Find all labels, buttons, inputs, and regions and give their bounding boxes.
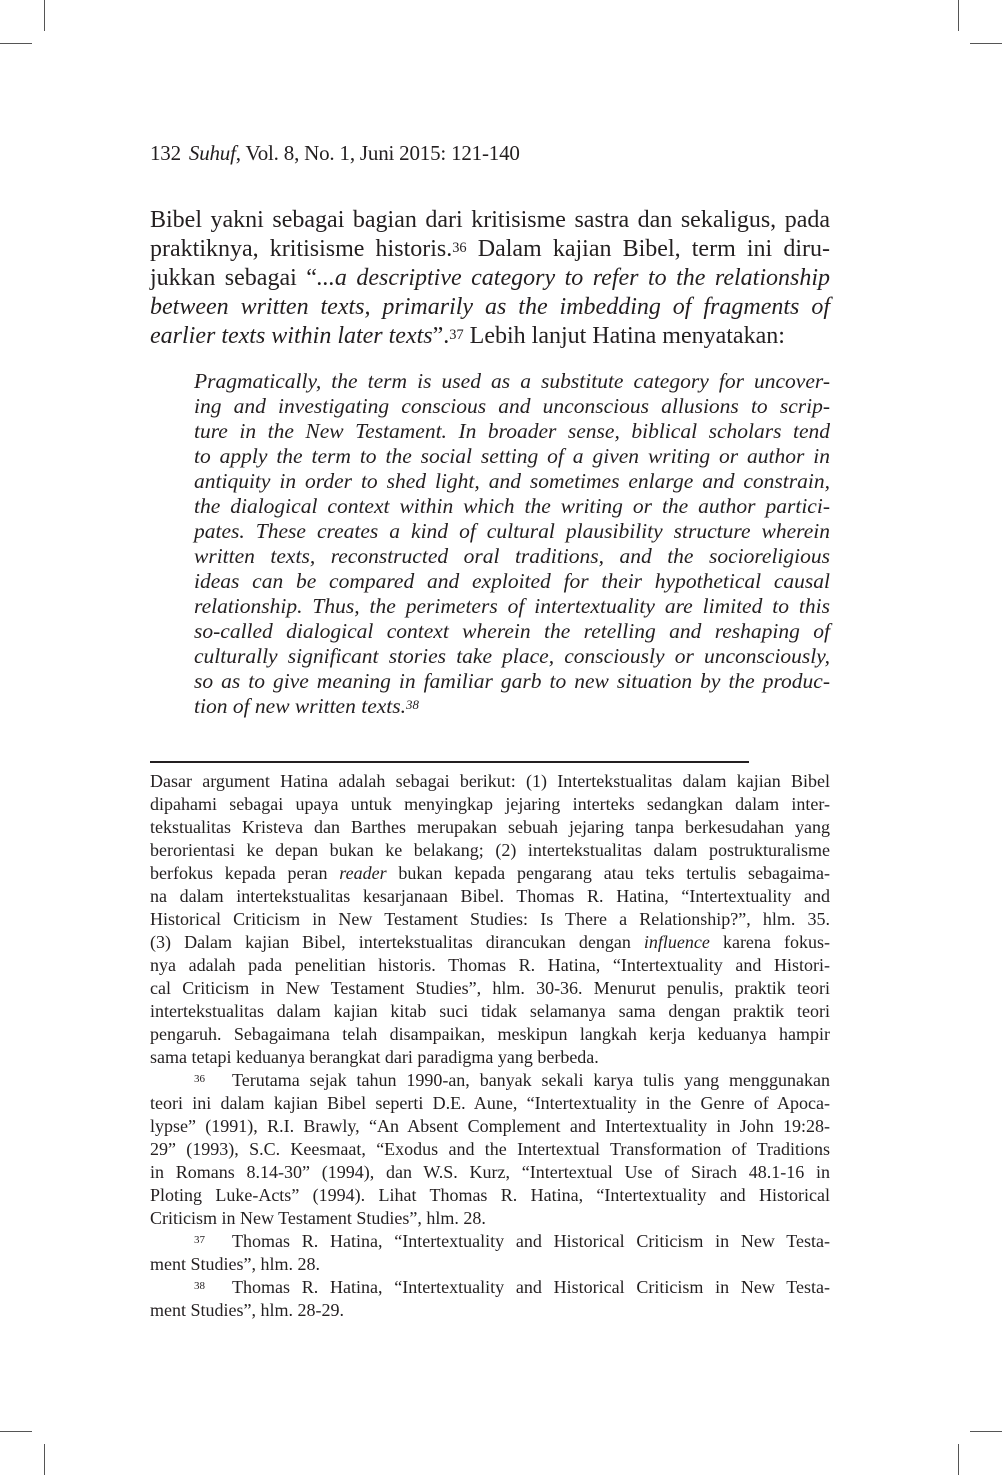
crop-mark-bottom-right	[958, 1444, 959, 1475]
quote-line: ing and investigating conscious and unconscious allusions to scrip-	[194, 394, 830, 418]
footnote-line: na dalam intertekstualitas kesarjanaan Bibel. Thomas R. Hatina, “Intertextuality and	[150, 886, 830, 906]
footnote-number: 37	[194, 1234, 205, 1246]
crop-mark-bottom-right	[970, 1431, 1002, 1432]
quote-line: culturally significant stories take place, consciously or unconsciously,	[194, 644, 830, 668]
footnote-line: nya adalah pada penelitian historis. Thomas R. Hatina, “Intertextuality and Histori-	[150, 955, 830, 975]
footnote-line: teori ini dalam kajian Bibel seperti D.E. Aune, “Intertextuality in the Genre of Apoca-	[150, 1093, 830, 1113]
footnote-line: ment Studies”, hlm. 28.	[150, 1254, 320, 1274]
footnote-line: 29” (1993), S.C. Keesmaat, “Exodus and the Intertextual Transformation of Traditions	[150, 1139, 830, 1159]
quote-line: relationship. Thus, the perimeters of intertextuality are limited to this	[194, 594, 830, 618]
body-line: jukkan sebagai “...a descriptive category to refer to the relationship	[150, 265, 830, 291]
quote-line: Pragmatically, the term is used as a substitute category for uncover-	[194, 369, 830, 393]
footnote-line: 38 Thomas R. Hatina, “Intertextuality and Historical Criticism in New Testa-	[194, 1277, 830, 1297]
footnote-line: Ploting Luke-Acts” (1994). Lihat Thomas R. Hatina, “Intertextuality and Historical	[150, 1185, 830, 1205]
page-number: 132	[150, 141, 181, 165]
quote-line: the dialogical context within which the writing or the author partici-	[194, 494, 830, 518]
footnote-ref[interactable]: 38	[406, 698, 419, 713]
crop-mark-top-right	[970, 43, 1002, 44]
footnote-line: in Romans 8.14-30” (1994), dan W.S. Kurz, “Intertextual Use of Sirach 48.1-16 in	[150, 1162, 830, 1182]
body-line: Bibel yakni sebagai bagian dari kritisisme sastra dan sekaligus, pada	[150, 207, 830, 233]
body-line: earlier texts within later texts”.$^{37}$ Lebih lanjut Hatina menyatakan:	[150, 323, 785, 349]
footnote-line: berfokus kepada peran reader bukan kepada pengarang atau teks tertulis sebagaima-	[150, 863, 830, 883]
body-line: between written texts, primarily as the imbedding of fragments of	[150, 294, 830, 320]
footnote-ref[interactable]: 37	[449, 326, 464, 343]
crop-mark-bottom-left	[44, 1444, 45, 1475]
running-header	[150, 141, 520, 166]
journal-title: Suhuf	[188, 141, 236, 165]
footnote-line: sama tetapi keduanya berangkat dari paradigma yang berbeda.	[150, 1047, 599, 1067]
quote-line: to apply the term to the social setting of a given writing or author in	[194, 444, 830, 468]
quote-line: antiquity in order to shed light, and sometimes enlarge and constrain,	[194, 469, 830, 493]
footnote-line: berorientasi ke depan bukan ke belakang; (2) intertekstualitas dalam postrukturalisme	[150, 840, 830, 860]
journal-citation: , Vol. 8, No. 1, Juni 2015: 121-140	[235, 141, 520, 165]
footnote-separator	[150, 761, 749, 763]
quote-line: ideas can be compared and exploited for their hypothetical causal	[194, 569, 830, 593]
footnote-line: pengaruh. Sebagaimana telah disampaikan, meskipun langkah kerja keduanya hampir	[150, 1024, 830, 1044]
crop-mark-bottom-left	[0, 1431, 32, 1432]
footnote-number: 36	[194, 1073, 205, 1085]
footnote-line: tekstualitas Kristeva dan Barthes merupakan sebuah jejaring tanpa berkesudahan yang	[150, 817, 830, 837]
quote-line: written texts, reconstructed oral traditions, and the socioreligious	[194, 544, 830, 568]
footnote-ref[interactable]: 36	[452, 239, 467, 256]
footnote-line: (3) Dalam kajian Bibel, intertekstualitas dirancukan dengan influence karena fokus-	[150, 932, 830, 952]
quote-line: tion of new written texts.$^{38}$	[194, 694, 419, 718]
footnote-line: Criticism in New Testament Studies”, hlm. 28.	[150, 1208, 486, 1228]
crop-mark-top-right	[958, 0, 959, 31]
footnote-line: cal Criticism in New Testament Studies”, hlm. 30-36. Menurut penulis, praktik teori	[150, 978, 830, 998]
footnote-line: lypse” (1991), R.I. Brawly, “An Absent Complement and Intertextuality in John 19:28-	[150, 1116, 830, 1136]
footnote-line: intertekstualitas dalam kajian kitab suci tidak selamanya sama dengan praktik teori	[150, 1001, 830, 1021]
footnote-number: 38	[194, 1280, 205, 1292]
crop-mark-top-left	[44, 0, 45, 31]
body-line: praktiknya, kritisisme historis.$^{36}$ Dalam kajian Bibel, term ini diru-	[150, 236, 830, 262]
quote-line: pates. These creates a kind of cultural plausibility structure wherein	[194, 519, 830, 543]
footnote-line: Historical Criticism in New Testament Studies: Is There a Relationship?”, hlm. 35.	[150, 909, 830, 929]
footnote-line: ment Studies”, hlm. 28-29.	[150, 1300, 344, 1320]
quote-line: so as to give meaning in familiar garb to new situation by the produc-	[194, 669, 830, 693]
footnote-line: 37 Thomas R. Hatina, “Intertextuality and Historical Criticism in New Testa-	[194, 1231, 830, 1251]
footnote-line: 36 Terutama sejak tahun 1990-an, banyak sekali karya tulis yang menggunakan	[194, 1070, 830, 1090]
quote-line: so-called dialogical context wherein the retelling and reshaping of	[194, 619, 830, 643]
crop-mark-top-left	[0, 43, 32, 44]
footnote-line: Dasar argument Hatina adalah sebagai berikut: (1) Intertekstualitas dalam kajian Bibel	[150, 771, 830, 791]
footnote-line: dipahami sebagai upaya untuk menyingkap jejaring interteks sedangkan dalam inter-	[150, 794, 830, 814]
quote-line: ture in the New Testament. In broader sense, biblical scholars tend	[194, 419, 830, 443]
